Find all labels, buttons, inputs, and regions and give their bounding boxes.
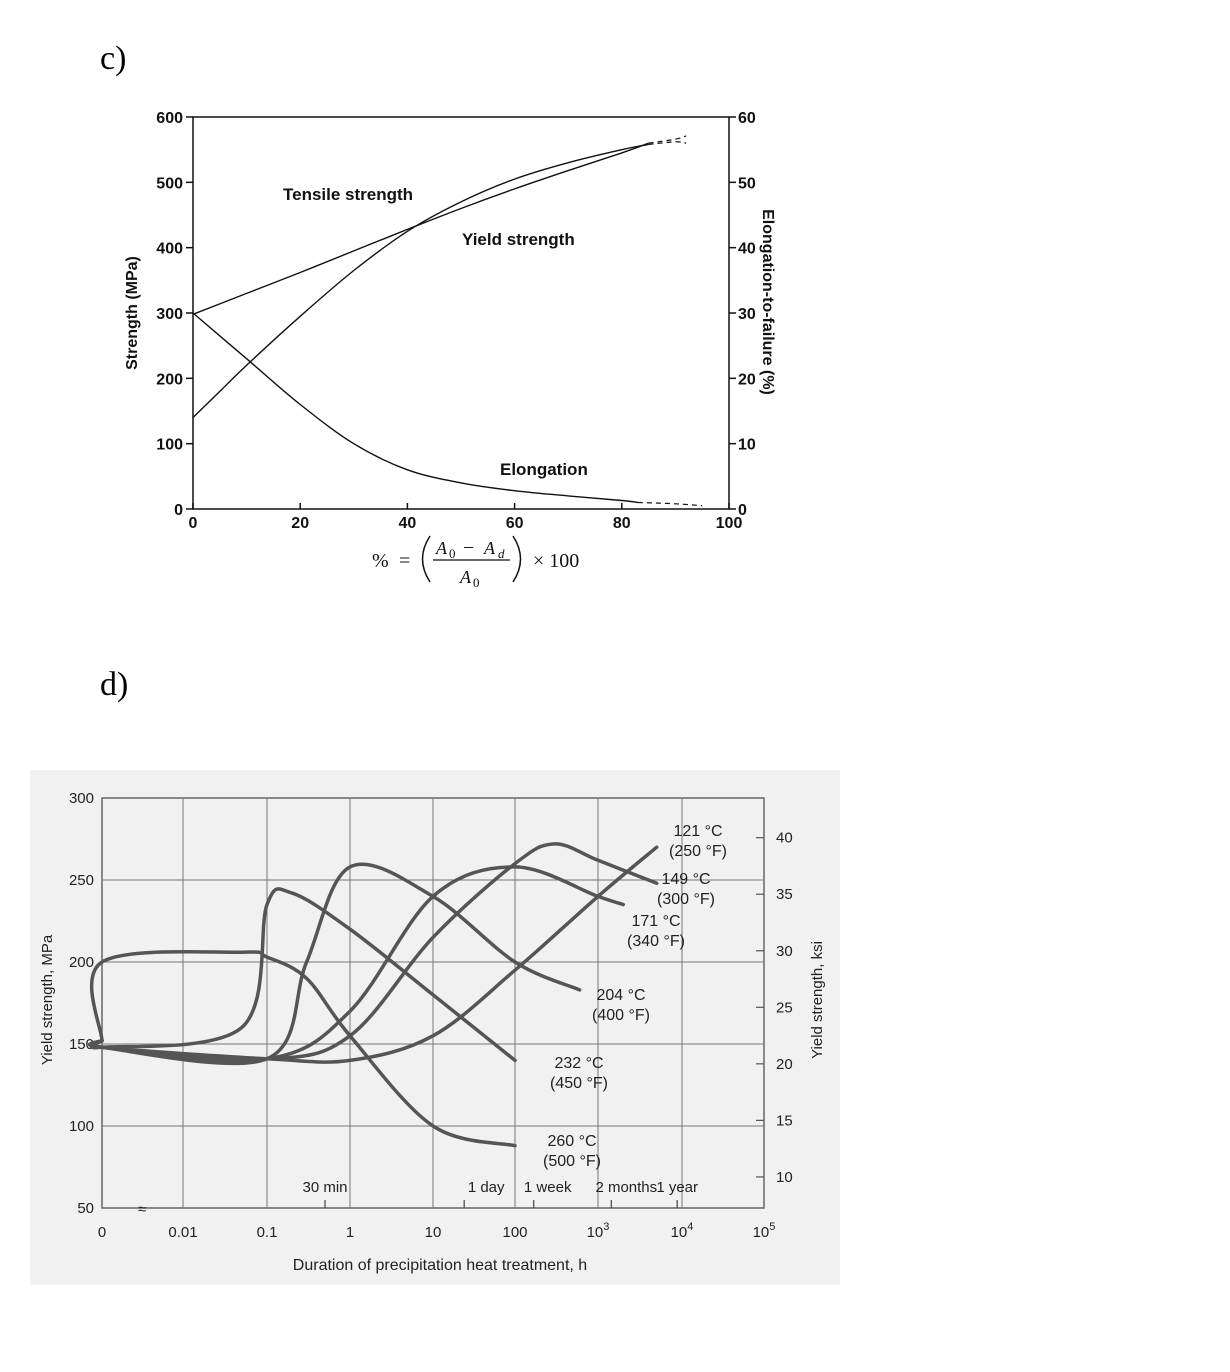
series-label-tensile: Tensile strength (283, 185, 414, 204)
chart-d-series-label-line1: 121 °C (673, 823, 723, 840)
formula-percent: % (372, 550, 389, 572)
chart-c-x-tick-label: 100 (715, 515, 743, 532)
chart-d-y-right-tick-label: 20 (776, 1055, 793, 1073)
formula-num-a: A (436, 538, 447, 558)
chart-d-x-tick-label: $10^4$ (670, 1221, 694, 1241)
chart-c-right-axis-title: Elongation-to-failure (%) (759, 209, 776, 395)
chart-d-left-axis-title: Yield strength, MPa (39, 934, 56, 1066)
chart-c-y-tick-label: 200 (156, 371, 183, 389)
chart-d-time-marker-label: 30 min (302, 1179, 348, 1196)
chart-d-y-tick-label: 200 (68, 954, 94, 971)
chart-d-x-tick-label: 0.1 (256, 1224, 278, 1241)
chart-d-time-marker-label: 1 year (656, 1179, 699, 1196)
series-label-elongation: Elongation (500, 460, 588, 479)
formula-num-a-sub: 0 (449, 546, 456, 561)
chart-d-y-tick-label: 300 (68, 790, 94, 807)
chart-c-x-tick-label: 40 (398, 515, 417, 532)
chart-d-series-label-line2: (400 °F) (592, 1007, 650, 1024)
chart-d-y-right-tick-label: 30 (776, 942, 793, 960)
chart-d-y-right-tick-label: 25 (776, 999, 793, 1017)
chart-d-series-label-line1: 171 °C (631, 913, 681, 930)
chart-c-x-tick-label: 80 (612, 515, 631, 532)
formula-equals: = (399, 550, 411, 572)
chart-c-y-tick-label: 500 (156, 175, 183, 193)
chart-d-x-tick-label: $10^3$ (586, 1221, 610, 1241)
chart-c-series-line-1 (193, 144, 649, 417)
chart-d-series-label-line1: 149 °C (661, 871, 711, 888)
formula-minus: − (463, 537, 475, 559)
chart-d-x-tick-label: 1 (345, 1224, 355, 1241)
chart-c-frame (193, 117, 729, 509)
chart-c-x-tick-label: 60 (505, 515, 524, 532)
chart-d-right-axis-title: Yield strength, ksi (809, 941, 826, 1059)
chart-c-series-dashed-1 (649, 142, 687, 145)
chart-c-x-axis-formula (372, 536, 579, 590)
chart-d-time-marker-label: 1 week (523, 1179, 572, 1196)
chart-d-series-label-line2: (340 °F) (627, 933, 685, 950)
chart-d-time-marker-label: 2 months (595, 1179, 658, 1196)
chart-d-y-right-tick-label: 40 (776, 829, 793, 847)
chart-c-y-ticks-left (156, 110, 193, 519)
formula-right-paren (513, 536, 521, 582)
chart-c-y-right-tick-label: 40 (738, 240, 756, 258)
chart-c-x-tick-label: 0 (188, 515, 198, 532)
chart-d (30, 770, 840, 1285)
chart-c-left-axis-title: Strength (MPa) (124, 256, 141, 370)
chart-d-y-right-tick-label: 10 (776, 1168, 793, 1186)
chart-d-series-label-line2: (250 °F) (669, 843, 727, 860)
chart-d-y-right-tick-label: 15 (776, 1112, 793, 1130)
chart-c-series-line-0 (193, 143, 649, 314)
chart-d-series-label-line2: (500 °F) (543, 1153, 601, 1170)
chart-c-y-right-tick-label: 60 (738, 110, 756, 127)
chart-c-series (193, 136, 702, 506)
chart-d-y-tick-label: 250 (68, 872, 94, 889)
chart-c-y-tick-label: 300 (156, 306, 183, 323)
chart-c-x-tick-label: 20 (291, 515, 310, 532)
formula-num-b-sub: d (498, 546, 505, 561)
formula-den: A (460, 567, 471, 587)
axis-break-icon: ≈ (138, 1201, 147, 1218)
chart-d-series-label-line1: 232 °C (554, 1055, 604, 1072)
chart-c-y-right-tick-label: 20 (738, 371, 756, 389)
chart-c-y-tick-label: 0 (174, 502, 183, 519)
panel-d-label: d) (100, 666, 129, 703)
chart-c-series-dashed-2 (638, 503, 702, 506)
chart-d-time-marker-label: 1 day (467, 1179, 505, 1196)
formula-left-paren (423, 536, 431, 582)
chart-d-x-axis-title: Duration of precipitation heat treatment, h (292, 1257, 588, 1274)
chart-c-y-right-tick-label: 50 (738, 175, 756, 193)
chart-c-y-tick-label: 600 (156, 110, 183, 127)
chart-d-x-tick-label: 0.01 (168, 1224, 198, 1241)
panel-c-label: c) (100, 40, 127, 77)
chart-d-y-tick-label: 50 (77, 1200, 94, 1217)
chart-d-series-label-line2: (450 °F) (550, 1075, 608, 1092)
chart-d-y-tick-label: 100 (68, 1118, 94, 1135)
chart-d-series-label-line1: 260 °C (547, 1133, 597, 1150)
chart-d-x-tick-label: 0 (97, 1224, 107, 1241)
formula-num-b: A (484, 538, 495, 558)
chart-c-x-ticks (189, 503, 743, 532)
chart-c-y-tick-label: 400 (156, 240, 183, 258)
chart-d-x-tick-label: 100 (502, 1224, 528, 1241)
series-label-yield: Yield strength (462, 230, 575, 249)
chart-d-series-label-line1: 204 °C (596, 987, 646, 1004)
chart-c-y-right-tick-label: 0 (738, 502, 747, 519)
chart-c (124, 110, 776, 590)
chart-d-x-tick-label: $10^5$ (752, 1221, 776, 1241)
chart-d-x-tick-label: 10 (424, 1224, 442, 1241)
chart-c-y-tick-label: 100 (156, 436, 183, 454)
chart-d-series-label-line2: (300 °F) (657, 891, 715, 908)
formula-den-sub: 0 (473, 575, 480, 590)
chart-d-y-right-tick-label: 35 (776, 886, 793, 904)
chart-c-y-ticks-right (729, 110, 756, 519)
formula-times: × 100 (533, 550, 580, 572)
chart-c-y-right-tick-label: 10 (738, 436, 756, 454)
chart-c-y-right-tick-label: 30 (738, 306, 756, 323)
chart-d-y-tick-label: 150 (68, 1036, 94, 1053)
